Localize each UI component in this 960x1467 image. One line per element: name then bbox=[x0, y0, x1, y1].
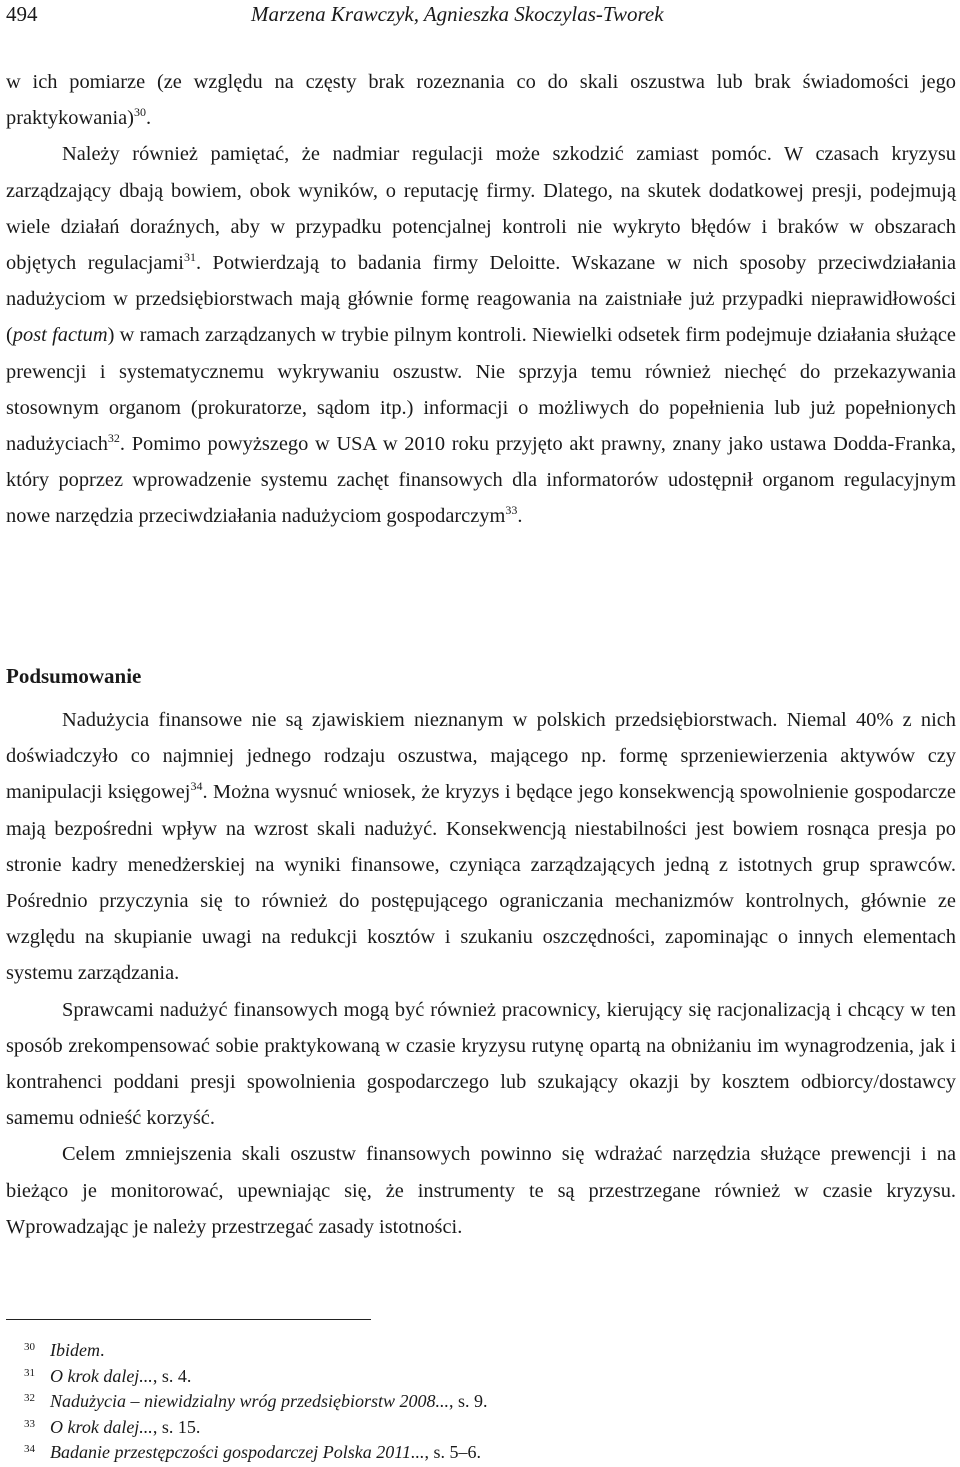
footnote-divider bbox=[6, 1319, 371, 1320]
footnote-number: 31 bbox=[24, 1366, 35, 1379]
footnote bbox=[24, 1415, 924, 1441]
text-run: w ich pomiarze (ze względu na częsty brak rozeznania co do skali oszustwa lub brak świadomości jego praktykowania) bbox=[6, 71, 956, 130]
footnote-number: 32 bbox=[24, 1392, 35, 1404]
text-run: . bbox=[517, 505, 523, 528]
footnote-ref: 34 bbox=[190, 779, 203, 794]
footnote bbox=[24, 1364, 924, 1390]
footnote-text: , s. 9. bbox=[449, 1391, 488, 1411]
paragraph: Celem zmniejszenia skali oszustw finansowych powinno się wdrażać narzędzia służące prewencji i na bieżąco je monitorować, upewniając się, że instrumenty te są przestrzegane również w czasie kryzysu. Wprowadzając je należy przestrzegać zasady istotności. bbox=[6, 1143, 956, 1238]
footnote bbox=[24, 1440, 924, 1466]
footnote bbox=[24, 1338, 924, 1364]
footnote-title: Badanie przestępczości gospodarczej Polska 2011... bbox=[50, 1442, 425, 1462]
footnote-title: O krok dalej... bbox=[50, 1365, 153, 1386]
footnote-text: , s. 15. bbox=[152, 1416, 201, 1437]
footnote bbox=[24, 1389, 924, 1415]
text-run: . Pomimo powyższego w USA w 2010 roku przyjęto akt prawny, znany jako ustawa Dodda-Franka, który poprzez wprowadzenie systemu zachęt finansowych dla informatorów udostępnił organom regulacyjnym nowe narzędzia przeciwdziałania nadużyciom gospodarczym bbox=[6, 433, 956, 528]
body-text-section-1 bbox=[6, 64, 956, 535]
body-text-section-2 bbox=[6, 702, 956, 1245]
paragraph: Sprawcami nadużyć finansowych mogą być również pracownicy, kierujący się racjonalizacją i chcący w ten sposób zrekompensować sobie praktykowaną w czasie kryzysu rutynę opartą na obniżaniu im wynagrodzenia, jak i kontrahenci poddani presji spowolnienia gospodarczego lub szukający okazji by kosztem odbiorcy/dostawcy samemu odnieść korzyść. bbox=[6, 998, 956, 1130]
section-heading: Podsumowanie bbox=[6, 664, 142, 688]
text-run: Nadużycia finansowe nie są zjawiskiem nieznanym w polskich przedsiębiorstwach. Niemal 40% z nich doświadczyło co najmniej jednego rodzaju oszustwa, mającego np. formę sprzeniewierzenia aktywów czy manipulacji księgowej bbox=[6, 709, 956, 804]
footnote-title: Nadużycia – niewidzialny wróg przedsiębiorstw 2008... bbox=[50, 1391, 450, 1411]
footnote-ref: 31 bbox=[183, 250, 196, 265]
footnote-text: . bbox=[99, 1340, 105, 1360]
text-run: Należy również pamiętać, że nadmiar regulacji może szkodzić zamiast pomóc. W czasach kryzysu zarządzający dbają bowiem, obok wyników, o reputację firmy. Dlatego, na skutek dodatkowej presji, podejmują wiele działań doraźnych, aby w przypadku potencjalnej kontroli nie wykryto błędów i braków w obszarach objętych regulacjami bbox=[6, 143, 956, 275]
running-head: Marzena Krawczyk, Agnieszka Skoczylas-Tworek bbox=[251, 2, 664, 26]
text-run: ) w ramach zarządzanych w trybie pilnym kontroli. Niewielki odsetek firm podejmuje działania służące prewencji i systematycznemu wykrywaniu oszustw. Nie sprzyja temu również niechęć do przekazywania stosownym organom (prokuratorze, sądom itp.) informacji o możliwych do popełnienia lub już popełnionych nadużyciach bbox=[6, 324, 956, 456]
footnotes bbox=[24, 1338, 924, 1466]
footnote-text: , s. 4. bbox=[152, 1365, 192, 1386]
paragraph bbox=[6, 64, 956, 136]
footnote-number: 34 bbox=[24, 1443, 35, 1455]
page-header bbox=[6, 0, 956, 30]
text-run: . Potwierdzają to badania firmy Deloitte. Wskazane w nich sposoby przeciwdziałania nadużyciom w przedsiębiorstwach mają głównie formę reagowania na zaistniałe już przypadki nieprawidłowości ( bbox=[6, 252, 956, 347]
italic-term: post factum bbox=[12, 324, 108, 347]
text-run: . bbox=[145, 107, 152, 130]
footnote-text: , s. 5–6. bbox=[424, 1442, 481, 1462]
text-run: . Można wysnuć wniosek, że kryzys i będące jego konsekwencją spowolnienie gospodarcze mają bezpośredni wpływ na wzrost skali nadużyć. Konsekwencją niestabilności jest bowiem rosnąca presja po stronie kadry menedżerskiej na wyniki finansowe, czyniąca zarządzających jedną z istotnych grup sprawców. Pośrednio przyczynia się to również do postępującego ograniczania mechanizmów kontrolnych, głównie ze względu na skupianie uwagi na redukcji kosztów i szukaniu oszczędności, zapominając o innych elementach systemu zarządzania. bbox=[6, 781, 956, 985]
paragraph bbox=[6, 702, 956, 992]
footnote-ref: 33 bbox=[505, 503, 518, 518]
footnote-number: 33 bbox=[24, 1417, 35, 1430]
footnote-title: Ibidem bbox=[50, 1340, 100, 1360]
page-number: 494 bbox=[6, 2, 38, 26]
paragraph bbox=[6, 136, 956, 534]
footnote-ref: 32 bbox=[107, 431, 120, 446]
footnote-title: O krok dalej... bbox=[50, 1416, 153, 1437]
footnote-ref: 30 bbox=[133, 105, 146, 120]
footnote-number: 30 bbox=[24, 1341, 35, 1353]
